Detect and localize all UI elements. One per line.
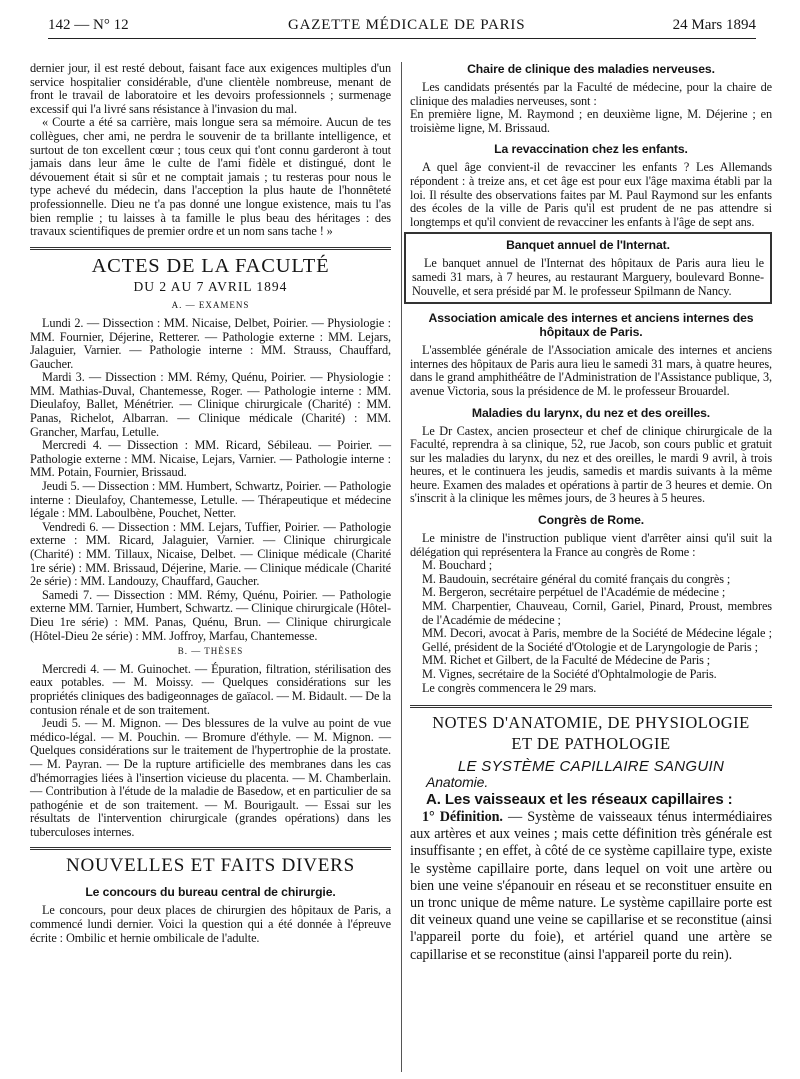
rome-list-item: MM. Decori, avocat à Paris, membre de la Société de Médecine légale ; Gellé, président de la Société d'Otologie et de Laryngologie de Paris ; — [422, 626, 772, 654]
revaccination-text: A quel âge convient-il de revacciner les enfants ? Les Allemands répondent : à treize ans, et cet âge est pour eux l'âge maxima établi par la loi. Il résulte des observations faites par M. Paul Raymond sur les enfants des écoles de la ville de Paris qu'il est prudent de ne pas attendre si longtemps et qu'il convient de revacciner les enfants à l'âge de sept ans. — [410, 160, 772, 229]
obituary-intro: dernier jour, il est resté debout, faisant face aux exigences multiples d'un service hospitalier considérable, d'une clientèle nombreuse, menant de front le travail de laboratoire et les devoirs professionnels ; surmenage excessif qui l'a livré sans résistance à l'invasion du mal. — [30, 61, 391, 116]
rome-intro: Le ministre de l'instruction publique vient d'arrêter ainsi qu'il suit la délégation qui représentera la France au congrès de Rome : — [410, 531, 772, 559]
notes-title-line-2: ET DE PATHOLOGIE — [511, 734, 671, 754]
section-rule — [30, 847, 391, 850]
association-heading: Association amicale des internes et anciens internes des hôpitaux de Paris. — [428, 311, 754, 340]
obituary-tribute: « Courte a été sa carrière, mais longue sera sa mémoire. Aucun de tes collègues, cher ami, ne perdra le souvenir de ta brillante intelligence, et surtout de ton excellent cœur ; tous ceux qui t'ont connu garderont à tout jamais dans leur âme le culte de l'ami fidèle et distingué, dont le dévouement était si sûr et ne comptait jamais ; tu resteras pour nous le type achevé du médecin, dans l'acception la plus haute de l'honnêteté professionnelle. Dieu ne t'a pas donné une longue existence, mais tu l'as bien remplie ; tu laisses à ta famille le plus beau des héritages : des travaux scientifiques de premier ordre et un nom sans tache ! » — [30, 115, 391, 239]
rome-list-item: M. Bergeron, secrétaire perpétuel de l'Académie de médecine ; — [422, 585, 726, 600]
rome-list-item: M. Bouchard ; — [422, 558, 493, 573]
definition-text: — Système de vaisseaux ténus intermédiaires aux artères et aux veines ; mais cette définition très générale est insuffisante ; en effet, à côté de ce système capillaire type, existe le système capillaire porte, dans lequel on voit une artère ou bien une veine s'épanouir en réseau et se reconstituer ensuite en un tronc unique de même nature. Le système capillaire porte est dit veineux quand une veine se capillarise et se reconstitue (ainsi l'appareil porte du foie), et artériel quand une artère se capillarise et se reconstitue (ainsi l'appareil porte du rein). — [410, 808, 772, 963]
issue-date: 24 Mars 1894 — [672, 17, 756, 33]
column-divider — [401, 62, 402, 1072]
chaire-text-1: Les candidats présentés par la Faculté de médecine, pour la chaire de clinique des maladies nerveuses, sont : — [410, 80, 772, 108]
journal-title: GAZETTE MÉDICALE DE PARIS — [288, 17, 526, 33]
larynx-heading: Maladies du larynx, du nez et des oreilles. — [471, 405, 711, 420]
definition-label: 1° Définition. — [422, 808, 503, 825]
rome-list-item: M. Vignes, secrétaire de la Société d'Ophtalmologie de Paris. — [422, 667, 717, 681]
exam-mercredi: Mercredi 4. — Dissection : MM. Ricard, Sébileau. — Poirier. — Pathologie externe : MM. Nicaise, Lejars, Varnier. — Pathologie interne : MM. Potain, Fournier, Brissaud. — [30, 438, 391, 480]
page-number: 142 — N° 12 — [48, 17, 129, 33]
notes-title — [410, 712, 772, 754]
section-rule — [410, 705, 772, 708]
exam-vendredi: Vendredi 6. — Dissection : MM. Lejars, Tuffier, Poirier. — Pathologie externe : MM. Ricard, Jalaguier, Varnier. — Clinique chirurgicale (Charité) : MM. Tillaux, Nicaise, Delbet. — Clinique médicale (Charité 1re série) : MM. Brissaud, Déjerine, Marie. — Clinique médicale (Charité 2e série) : MM. Landouzy, Chauffard, Gaucher. — [30, 519, 391, 589]
actes-dates: DU 2 AU 7 AVRIL 1894 — [133, 278, 288, 294]
concours-text: Le concours, pour deux places de chirurgien des hôpitaux de Paris, a commencé lundi dernier. Voici la question qui a été donnée à l'épreuve écrite : Ombilic et hernie ombilicale de l'adulte. — [30, 903, 391, 945]
definition-paragraph — [410, 809, 772, 964]
rome-end: Le congrès commencera le 29 mars. — [422, 680, 597, 695]
exam-mardi: Mardi 3. — Dissection : MM. Rémy, Quénu, Poirier. — Physiologie : MM. Mathias-Duval, Chantemesse, Roger. — Pathologie interne : MM. Dieulafoy, Ballet, Ménétrier. — Clinique chirurgicale (Charité) : MM. Panas, Richelot, Albarran. — Clinique médicale (Charité) : MM. Grancher, Marfau, Letulle. — [30, 370, 391, 439]
page-header — [48, 14, 756, 36]
exam-jeudi: Jeudi 5. — Dissection : MM. Humbert, Schwartz, Poirier. — Pathologie interne : Dieulafoy, Chantemesse, Letulle. — Thérapeutique et médecine légale : MM. Laboulbène, Pouchet, Netter. — [30, 479, 391, 521]
anatomie-heading: Anatomie. — [426, 773, 489, 790]
systeme-heading: LE SYSTÈME CAPILLAIRE SANGUIN — [457, 758, 725, 776]
rome-list-item: M. Baudouin, secrétaire général du comité français du congrès ; — [422, 571, 731, 586]
rome-heading: Congrès de Rome. — [537, 513, 645, 528]
revaccination-heading: La revaccination chez les enfants. — [494, 142, 688, 157]
exam-samedi: Samedi 7. — Dissection : MM. Rémy, Quénu, Poirier. — Pathologie externe MM. Tarnier, Humbert, Schwartz. — Clinique chirurgicale (Hôtel-Dieu 1re série) : MM. Panas, Quénu, Brun. — Clinique chirurgicale (Hôtel-Dieu 2e série) : MM. Joffroy, Marfau, Chantemesse. — [30, 587, 391, 643]
notes-title-line-1: NOTES D'ANATOMIE, DE PHYSIOLOGIE — [432, 713, 750, 733]
association-text: L'assemblée générale de l'Association amicale des internes et anciens internes des hôpitaux de Paris aura lieu le samedi 31 mars, à quatre heures, dans le grand amphithéâtre de l'Administration de l'Assistance publique, 3, avenue Victoria, sous la présidence de M. le professeur Brouardel. — [410, 343, 772, 398]
examens-heading: A. — EXAMENS — [171, 300, 250, 311]
exam-lundi: Lundi 2. — Dissection : MM. Nicaise, Delbet, Poirier. — Physiologie : MM. Fournier, Déjerine, Retterer. — Pathologie externe : MM. Lejars, Jalaguier, Varnier. — Pathologie interne : MM. Strauss, Chauffard, Gaucher. — [30, 315, 391, 371]
banquet-heading: Banquet annuel de l'Internat. — [506, 238, 670, 253]
theses-mercredi: Mercredi 4. — M. Guinochet. — Épuration, filtration, stérilisation des eaux potables. — M. Moissy. — Quelques considérations sur les propriétés cliniques des badigeonnages de gaïacol. — M. Bidault. — De la contusion rénale et de son traitement. — [30, 661, 391, 717]
theses-heading: B. — THÈSES — [177, 646, 244, 657]
rome-list-item: MM. Richet et Gilbert, de la Faculté de Médecine de Paris ; — [422, 653, 711, 668]
chaire-heading: Chaire de clinique des maladies nerveuses. — [467, 62, 715, 76]
left-column — [30, 62, 391, 945]
right-column — [410, 62, 772, 964]
header-rule — [48, 38, 756, 39]
section-a-heading: A. Les vaisseaux et les réseaux capillaires : — [426, 791, 733, 809]
chaire-text-2: En première ligne, M. Raymond ; en deuxième ligne, M. Déjerine ; en troisième ligne, M. Brissaud. — [410, 107, 772, 135]
rome-list-item: MM. Charpentier, Chauveau, Cornil, Gariel, Pinard, Proust, membres de l'Académie de médecine ; — [422, 599, 772, 627]
larynx-text: Le Dr Castex, ancien prosecteur et chef de clinique chirurgicale de la Faculté, reprendra à sa clinique, 52, rue Jacob, son cours public et gratuit sur les maladies du larynx, du nez et des oreilles, le mardi 9 avril, à trois heures, et le continuera les jeudis, samedis et mardis suivants à la même heure. Examen des malades et opérations à partir de 3 heures et demie. On s'inscrit à la clinique les mêmes jours, de 3 heures à 5 heures. — [410, 423, 772, 506]
boxed-notices — [404, 232, 772, 304]
actes-title: ACTES DE LA FACULTÉ — [91, 254, 330, 277]
section-rule — [30, 247, 391, 250]
concours-heading: Le concours du bureau central de chirurgie. — [85, 885, 336, 900]
banquet-text: Le banquet annuel de l'Internat des hôpitaux de Paris aura lieu le samedi 31 mars, à 7 heures, au restaurant Marguery, boulevard Bonne-Nouvelle, et sera présidé par M. le professeur Spilmann de Nancy. — [412, 256, 764, 298]
theses-jeudi: Jeudi 5. — M. Mignon. — Des blessures de la vulve au point de vue médico-légal. — M. Pouchin. — Bromure d'éthyle. — M. Mignon. — Quelques considérations sur le traitement de l'hypertrophie de la prostate. — M. Payran. — De la rupture artificielle des membranes dans les cas d'hémorragies liées à l'insertion vicieuse du placenta. — M. Chamberlain. — Contribution à l'étude de la maladie de Basedow, et en particulier de sa pathogénie et de son traitement. — M. Bourigault. — Essai sur les résultats de l'intervention chirurgicale (grandes opérations) dans les tuberculoses internes. — [30, 716, 391, 839]
nouvelles-title: NOUVELLES ET FAITS DIVERS — [66, 855, 355, 877]
